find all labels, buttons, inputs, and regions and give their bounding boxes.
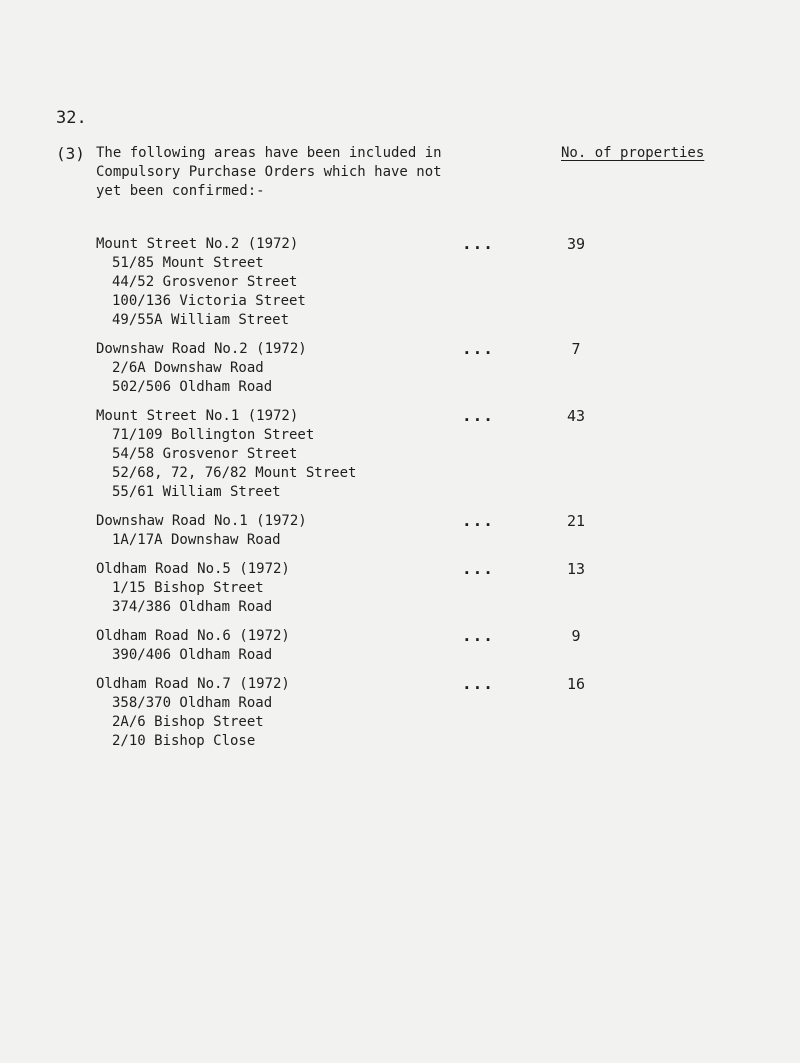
leader-dots: ... (462, 234, 494, 253)
area-title: Downshaw Road No.1 (1972) (96, 513, 307, 529)
address-line: 52/68, 72, 76/82 Mount Street (112, 465, 357, 481)
leader-dots: ... (462, 559, 494, 578)
address-line: 49/55A William Street (112, 312, 290, 328)
address-line: 358/370 Oldham Road (112, 695, 273, 711)
address-line: 2A/6 Bishop Street (112, 714, 264, 730)
property-count: 43 (566, 407, 586, 425)
area-title: Downshaw Road No.2 (1972) (96, 341, 307, 357)
address-line: 374/386 Oldham Road (112, 599, 273, 615)
address-line: 51/85 Mount Street (112, 255, 264, 271)
area-entry-head (96, 407, 746, 426)
area-entry (96, 512, 746, 550)
area-title: Mount Street No.2 (1972) (96, 236, 299, 252)
address-line: 44/52 Grosvenor Street (112, 274, 298, 290)
property-count: 16 (566, 675, 586, 693)
area-entry (96, 675, 746, 751)
address-list (96, 579, 746, 617)
section-label: (3) (56, 144, 85, 163)
address-line: 100/136 Victoria Street (112, 293, 306, 309)
area-entry-head (96, 675, 746, 694)
area-entry (96, 407, 746, 502)
leader-dots: ... (462, 674, 494, 693)
area-title: Oldham Road No.5 (1972) (96, 561, 290, 577)
address-line: 390/406 Oldham Road (112, 647, 273, 663)
property-count: 39 (566, 235, 586, 253)
property-count: 13 (566, 560, 586, 578)
area-entry (96, 340, 746, 397)
leader-dots: ... (462, 406, 494, 425)
leader-dots: ... (462, 339, 494, 358)
address-line: 55/61 William Street (112, 484, 281, 500)
address-list (96, 254, 746, 330)
address-list (96, 531, 746, 550)
area-entry-head (96, 340, 746, 359)
leader-dots: ... (462, 511, 494, 530)
area-list (96, 235, 746, 761)
address-line: 1/15 Bishop Street (112, 580, 264, 596)
column-header-properties: No. of properties (561, 145, 705, 161)
address-list (96, 359, 746, 397)
address-line: 1A/17A Downshaw Road (112, 532, 281, 548)
area-entry (96, 627, 746, 665)
property-count: 7 (571, 340, 581, 358)
address-line: 502/506 Oldham Road (112, 379, 273, 395)
area-entry-head (96, 512, 746, 531)
intro-line: The following areas have been included in (96, 145, 442, 161)
area-title: Oldham Road No.7 (1972) (96, 676, 290, 692)
property-count: 21 (566, 512, 586, 530)
intro-line: Compulsory Purchase Orders which have not (96, 164, 442, 180)
area-entry-head (96, 235, 746, 254)
address-line: 54/58 Grosvenor Street (112, 446, 298, 462)
page-number: 32. (56, 108, 87, 128)
area-entry-head (96, 560, 746, 579)
property-count: 9 (571, 627, 581, 645)
area-entry (96, 235, 746, 330)
intro-line: yet been confirmed:- (96, 183, 265, 199)
area-title: Oldham Road No.6 (1972) (96, 628, 290, 644)
address-list (96, 426, 746, 502)
section-intro-text (96, 144, 516, 201)
address-list (96, 694, 746, 751)
address-list (96, 646, 746, 665)
address-line: 2/6A Downshaw Road (112, 360, 264, 376)
area-title: Mount Street No.1 (1972) (96, 408, 299, 424)
address-line: 2/10 Bishop Close (112, 733, 256, 749)
area-entry-head (96, 627, 746, 646)
area-entry (96, 560, 746, 617)
address-line: 71/109 Bollington Street (112, 427, 315, 443)
leader-dots: ... (462, 626, 494, 645)
